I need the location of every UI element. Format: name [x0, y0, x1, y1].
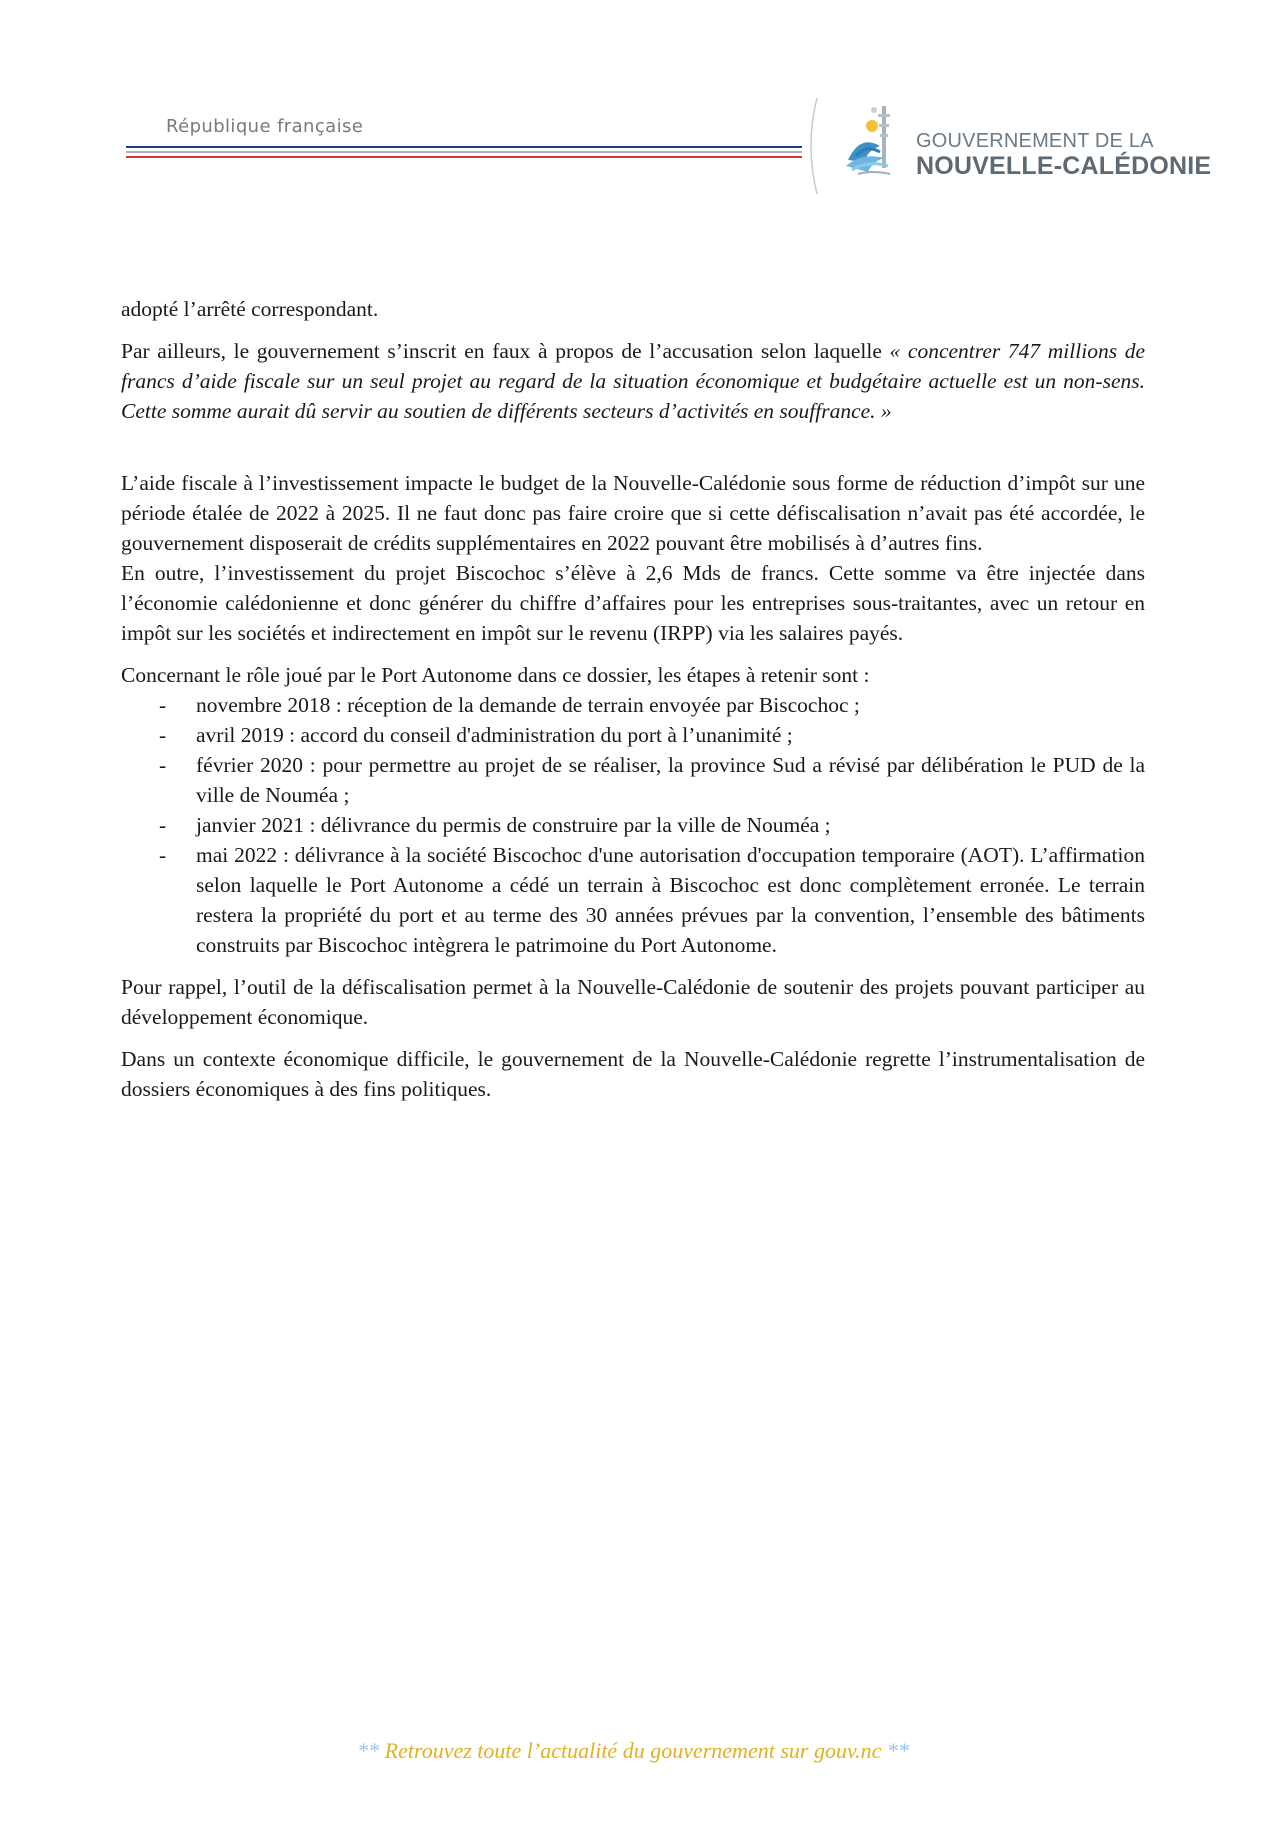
- gouvernement-de-la-label: GOUVERNEMENT DE LA: [916, 130, 1154, 152]
- list-dash: -: [159, 723, 167, 747]
- paragraph-investissement: En outre, l’investissement du projet Biscochoc s’élève à 2,6 Mds de francs. Cette somme va être injectée dans l’économie calédonienne et donc générer du chiffre d’affaires pour les entreprises sous-traitantes, avec un retour en impôt sur les sociétés et indirectement en impôt sur le revenu (IRPP) via les salaires payés.: [121, 561, 1145, 645]
- paragraph-rappel: Pour rappel, l’outil de la défiscalisation permet à la Nouvelle-Calédonie de soutenir des projets pouvant participer au développement économique.: [121, 975, 1145, 1029]
- list-item-text: avril 2019 : accord du conseil d'administration du port à l’unanimité ;: [196, 723, 793, 747]
- paragraph-aide-fiscale: L’aide fiscale à l’investissement impacte le budget de la Nouvelle-Calédonie sous forme de réduction d’impôt sur une période étalée de 2022 à 2025. Il ne faut donc pas faire croire que si cette défiscalisation n’avait pas été accordée, le gouvernement disposerait de crédits supplémentaires en 2022 pouvant être mobilisés à d’autres fins.: [121, 471, 1145, 555]
- steps-list: [121, 690, 1145, 960]
- list-item-text: février 2020 : pour permettre au projet de se réaliser, la province Sud a révisé par délibération le PUD de la ville de Nouméa ;: [196, 753, 1145, 807]
- nouvelle-caledonie-label: NOUVELLE-CALÉDONIE: [916, 152, 1212, 180]
- footer-stars-left: **: [357, 1738, 385, 1763]
- tricolor-blue-line: [126, 146, 802, 148]
- list-dash: -: [159, 753, 167, 777]
- list-dash: -: [159, 693, 167, 717]
- list-item-text: mai 2022 : délivrance à la société Biscochoc d'une autorisation d'occupation temporaire (AOT). L’affirmation selon laquelle le Port Autonome a cédé un terrain à Biscochoc est donc complètement erronée. Le terrain restera la propriété du port et au terme des 30 années prévues par la convention, l’ensemble des bâtiments construits par Biscochoc intègrera le patrimoine du Port Autonome.: [196, 843, 1145, 957]
- paragraph-arrete: adopté l’arrêté correspondant.: [121, 297, 379, 321]
- paragraph-conclusion: Dans un contexte économique difficile, le gouvernement de la Nouvelle-Calédonie regrette l’instrumentalisation de dossiers économiques à des fins politiques.: [121, 1047, 1145, 1101]
- gouvernement-emblem-icon: [838, 100, 906, 190]
- list-item: [121, 720, 1145, 750]
- list-item-text: janvier 2021 : délivrance du permis de construire par la ville de Nouméa ;: [196, 813, 831, 837]
- list-dash: -: [159, 843, 167, 867]
- list-item: [121, 750, 1145, 810]
- republique-francaise-label: République française: [166, 116, 364, 137]
- list-item-text: novembre 2018 : réception de la demande de terrain envoyée par Biscochoc ;: [196, 693, 860, 717]
- list-item: [121, 690, 1145, 720]
- tricolor-rule: [126, 146, 802, 158]
- footer-banner: [0, 1738, 1266, 1764]
- tricolor-gray-line: [126, 151, 802, 153]
- list-item: [121, 840, 1145, 960]
- document-body: [121, 294, 1145, 1104]
- paragraph-port-autonome: Concernant le rôle joué par le Port Autonome dans ce dossier, les étapes à retenir sont :: [121, 663, 870, 687]
- tricolor-red-line: [126, 156, 802, 158]
- footer-stars-right: **: [881, 1738, 909, 1763]
- paragraph-accusation: [121, 336, 1145, 426]
- list-item: [121, 810, 1145, 840]
- list-dash: -: [159, 813, 167, 837]
- gouvernement-logo: [838, 100, 1228, 190]
- accusation-quote: « concentrer 747 millions de francs d’aide fiscale sur un seul projet au regard de la situation économique et budgétaire actuelle est un non-sens. Cette somme aurait dû servir au soutien de différents secteurs d’activités en souffrance. »: [121, 339, 1145, 423]
- accusation-lead: Par ailleurs, le gouvernement s’inscrit en faux à propos de l’accusation selon laquelle: [121, 339, 890, 363]
- header-divider-arc: [805, 96, 819, 196]
- footer-text: Retrouvez toute l’actualité du gouvernement sur gouv.nc: [384, 1738, 882, 1763]
